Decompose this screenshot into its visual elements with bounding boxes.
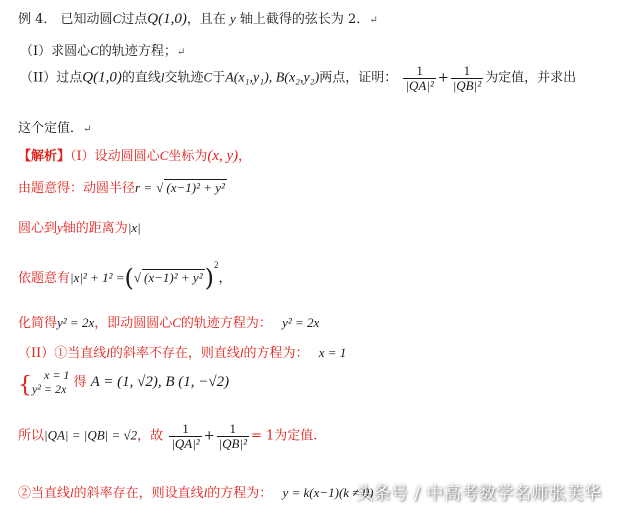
point-Q: Q(1,0) [147, 11, 187, 27]
part2-prove: 两点，证明： [319, 70, 398, 86]
problem-line-1 [18, 8, 378, 28]
solution-line-2 [18, 177, 227, 196]
s6-eq: x = 1 [318, 345, 347, 360]
s4-lhs: |x|² + 1² = [70, 270, 125, 285]
part2-tail: 为定值，并求出 [485, 70, 577, 86]
solution-line-3 [18, 217, 141, 236]
s8-text: 所以 [18, 428, 45, 444]
s5-mid: ，即动圆圆心 [94, 316, 173, 331]
s3-mid: 轴的距离为 [62, 221, 128, 236]
s1-C: C [159, 148, 169, 163]
paragraph-mark: ↵ [176, 47, 186, 58]
s7-points: A = (1, √2), B (1, −√2) [90, 373, 230, 390]
part2-C: C [203, 69, 213, 85]
problem-part-1 [20, 40, 185, 59]
s5-eq: y² = 2x [57, 315, 95, 330]
s6-tail: 的方程为： [243, 346, 309, 361]
watermark: 头条号 / 中高考数学名师张芙华 [356, 484, 602, 504]
s5-text: 化简得 [18, 316, 58, 331]
solution-line-9 [18, 482, 374, 501]
problem-label: 例 4． [18, 12, 57, 27]
solution-line-4: 依题意有|x|² + 1² =(√ (x−1)² + y²)$^2$， [18, 260, 232, 292]
part2-last: 这个定值． [18, 121, 84, 136]
s6-l2: l [239, 345, 244, 360]
s7-get: 得 [73, 374, 87, 390]
s9-l: l [70, 485, 74, 500]
solution-line-5 [18, 312, 319, 331]
part2-Q: Q(1,0) [82, 69, 122, 86]
s8-eq: |QA| = |QB| = √2 [44, 427, 138, 443]
s3-y: y [57, 220, 63, 235]
paragraph-mark: ↵ [83, 124, 92, 135]
s9-text: ②当直线 [18, 486, 71, 501]
solution-line-1 [18, 145, 251, 165]
solution-line-7: { x = 1 y² = 2x 得 A = (1, √2), B (1, −√2) [18, 368, 230, 398]
stem-suffix: ，且在 [186, 12, 226, 27]
solution-line-6 [18, 342, 346, 361]
s1-xy: (x, y) [207, 148, 239, 164]
problem-stem: 已知动圆 [60, 12, 113, 27]
s8-fraction-QA: $\frac{1}{\text{|QA|²}}$ [171, 421, 200, 451]
part2-meet: 交轨迹 [164, 70, 204, 86]
s4-text: 依题意有 [18, 271, 71, 286]
part2-line: 的直线 [121, 70, 161, 86]
part1-C: C [90, 43, 99, 58]
y-axis: y [229, 11, 236, 26]
s3-abs: |x| [127, 220, 141, 235]
part1-tail: 的轨迹方程； [98, 44, 177, 59]
points-AB: A(x₁,y₁), B(x₂,y₂) [225, 70, 320, 86]
s8-tail: = 1为定值. [250, 428, 318, 444]
s1-end: ， [238, 149, 252, 164]
s9-mid: 的斜率存在，则设直线 [73, 486, 204, 501]
s5-tail: 的轨迹方程为： [180, 316, 272, 331]
plus-sign: + [437, 70, 449, 86]
paragraph-mark: ↵ [369, 15, 378, 26]
s5-C: C [172, 315, 181, 330]
analysis-label: 【解析】 [18, 149, 71, 164]
circle-C: C [112, 11, 122, 26]
s2-r: r = [135, 180, 153, 195]
problem-part-2 [20, 64, 576, 92]
passes-point: 过点 [121, 12, 148, 27]
s6-l: l [106, 345, 110, 360]
s5-eq2: y² = 2x [282, 315, 320, 330]
s1-coord: 坐标为 [168, 149, 208, 164]
s9-l2: l [203, 485, 208, 500]
s8-fraction-QB: $\frac{1}{\text{|QB|²}}$ [218, 421, 247, 451]
stem-tail: 轴上截得的弦长为 2． [239, 12, 370, 27]
equation-system: x = 1 y² = 2x [32, 368, 70, 397]
s8-plus: + [203, 428, 215, 444]
line-l: l [160, 69, 165, 85]
s4-square: 2 [213, 260, 219, 270]
s6-text: （II）①当直线 [18, 346, 107, 361]
part1-text: （I）求圆心 [20, 44, 91, 59]
part2-prefix: （II）过点 [20, 70, 83, 86]
s4-sqrt: √ (x−1)² + y² [133, 270, 203, 285]
solution-line-8 [18, 422, 317, 450]
radius-sqrt: √ (x−1)² + y² [156, 180, 225, 195]
fraction-QB: $\frac{1}{\text{|QB|²}}$ [452, 63, 482, 93]
s6-mid: 的斜率不存在，则直线 [109, 346, 240, 361]
part2-at: 于 [212, 70, 226, 86]
s8-mid: ，故 [137, 428, 164, 444]
s1-text: （I）设动圆圆心 [70, 149, 160, 164]
s3-text: 圆心到 [18, 221, 58, 236]
s9-tail: 的方程为： [207, 486, 273, 501]
s9-eq: y = k(x−1)(k ≠ 0) [282, 485, 374, 500]
fraction-QA: $\frac{1}{\text{|QA|²}}$ [405, 63, 434, 93]
problem-part-2-cont [18, 117, 91, 136]
s2-text: 由题意得：动圆半径 [18, 181, 136, 196]
